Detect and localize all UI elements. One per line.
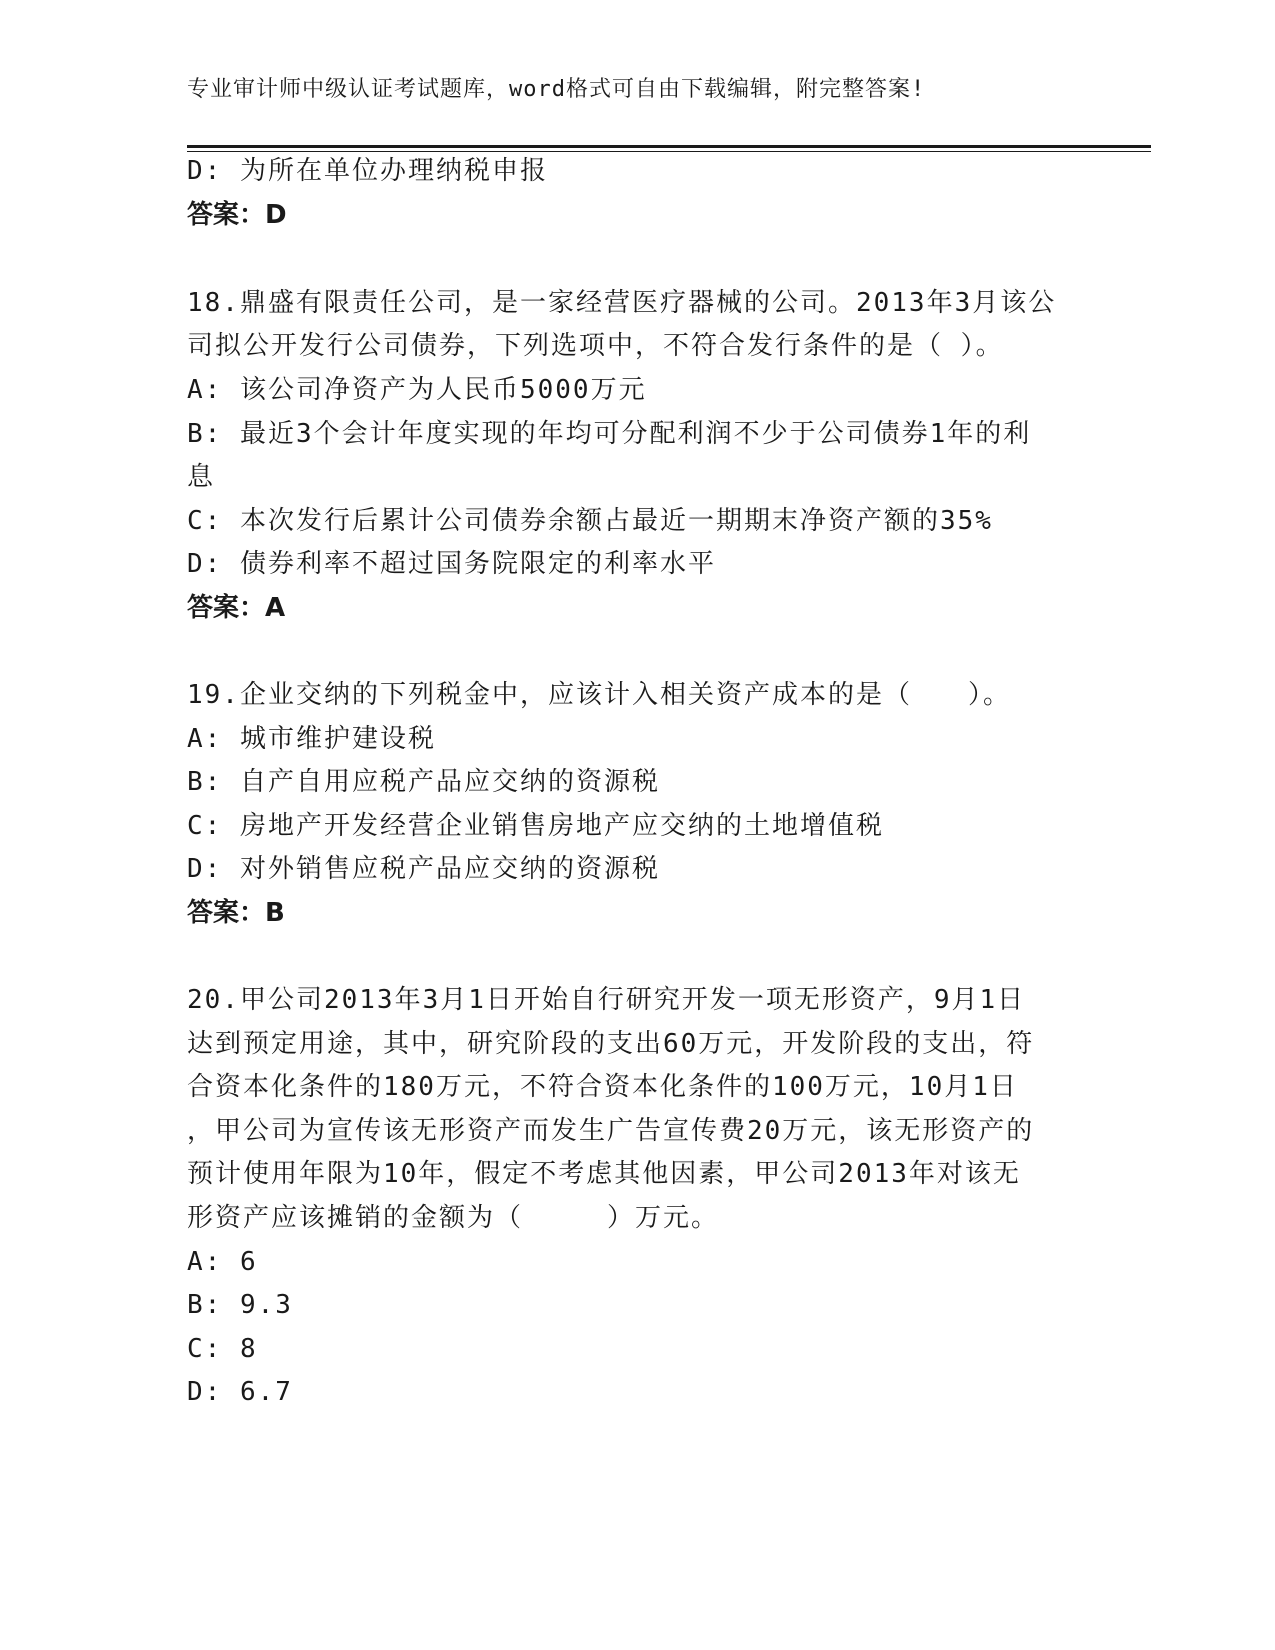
q20-option-a: A: 6 [187,1247,258,1277]
q20-stem-line-3: 合资本化条件的180万元，不符合资本化条件的100万元，10月1日 [187,1072,1018,1102]
q18-stem-line-2: 司拟公开发行公司债券，下列选项中，不符合发行条件的是（ ）。 [187,331,1004,361]
q20-option-d: D: 6.7 [187,1377,293,1407]
q19-answer: 答案：B [187,898,285,928]
q19-option-d: D: 对外销售应税产品应交纳的资源税 [187,854,660,884]
q18-option-c: C: 本次发行后累计公司债券余额占最近一期期末净资产额的35% [187,506,993,536]
q20-option-b: B: 9.3 [187,1290,293,1320]
q18-option-a: A: 该公司净资产为人民币5000万元 [187,375,647,405]
q17-answer: 答案：D [187,200,287,230]
header-rule-thick [187,145,1151,148]
q18-option-d: D: 债券利率不超过国务院限定的利率水平 [187,549,716,579]
q19-option-c: C: 房地产开发经营企业销售房地产应交纳的土地增值税 [187,811,884,841]
q20-stem-line-1: 20.甲公司2013年3月1日开始自行研究开发一项无形资产，9月1日 [187,985,1026,1015]
q19-option-a: A: 城市维护建设税 [187,724,436,754]
q20-stem-line-6: 形资产应该摊销的金额为（ ）万元。 [187,1203,720,1233]
q20-stem-line-4: ，甲公司为宣传该无形资产而发生广告宣传费20万元，该无形资产的 [187,1116,1035,1146]
q18-answer: 答案：A [187,593,286,623]
q19-option-b: B: 自产自用应税产品应交纳的资源税 [187,767,660,797]
header-rule-thin [187,151,1151,152]
q18-option-b-line-2: 息 [187,462,216,492]
q18-stem-line-1: 18.鼎盛有限责任公司，是一家经营医疗器械的公司。2013年3月该公 [187,288,1057,318]
q20-option-c: C: 8 [187,1334,258,1364]
q20-stem-line-5: 预计使用年限为10年，假定不考虑其他因素，甲公司2013年对该无 [187,1159,1021,1189]
q18-option-b-line-1: B: 最近3个会计年度实现的年均可分配利润不少于公司债券1年的利 [187,419,1032,449]
q19-stem: 19.企业交纳的下列税金中，应该计入相关资产成本的是（ ）。 [187,680,1011,710]
page-header: 专业审计师中级认证考试题库，word格式可自由下载编辑，附完整答案! [187,77,926,102]
q17-option-d: D: 为所在单位办理纳税申报 [187,156,548,186]
q20-stem-line-2: 达到预定用途，其中，研究阶段的支出60万元，开发阶段的支出，符 [187,1029,1035,1059]
